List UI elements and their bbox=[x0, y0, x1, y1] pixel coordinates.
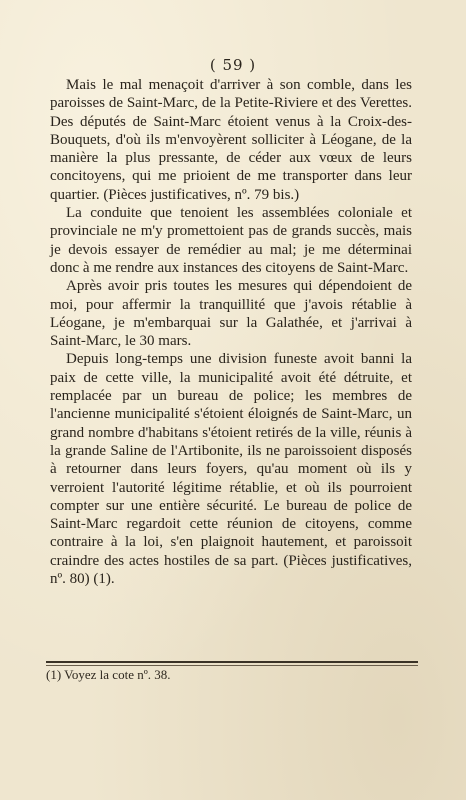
footnote-rule bbox=[46, 661, 418, 663]
paragraph-2: La conduite que tenoient les assemblées coloniale et provinciale ne m'y promettoient pas de grands succès, mais je devois essayer de remédier au mal; je me déterminai donc à me rendre aux instances des citoyens de Saint-Marc. bbox=[50, 205, 412, 276]
page-number: ( 59 ) bbox=[209, 56, 257, 74]
paragraph-1: Mais le mal menaçoit d'arriver à son comble, dans les paroisses de Saint-Marc, de la Petite-Riviere et des Verettes. Des députés de Saint-Marc étoient venus à la Croix-des-Bouquets, d'où ils m'envoyèrent solliciter à Léogane, de la manière la plus pressante, de céder aux vœux de leurs concitoyens, qui me prioient de me transporter dans leur quartier. (Pièces justificatives, nº. 79 bis.) bbox=[50, 77, 412, 203]
footnote: (1) Voyez la cote nº. 38. bbox=[46, 667, 171, 682]
paragraph-4: Depuis long-temps une division funeste avoit banni la paix de cette ville, la municipalité avoit été détruite, et remplacée par un bureau de police; les membres de l'ancienne municipalité s'étoient éloignés de Saint-Marc, un grand nombre d'habitans s'étoient retirés de la ville, réunis à la grande Saline de l'Artibonite, ils ne paroissoient disposés à retourner dans leurs foyers, qu'au moment où ils y verroient l'autorité légitime rétablie, et où ils pourroient compter sur une entière sécurité. Le bureau de police de Saint-Marc regardoit cette réunion de citoyens, comme contraire à la loi, s'en plaignoit hautement, et paroissoit craindre des actes hostiles de sa part. (Pièces justificatives, nº. 80) (1). bbox=[50, 351, 412, 588]
footnote-rule-thin bbox=[46, 665, 418, 666]
body-text bbox=[50, 76, 412, 588]
paragraph-3: Après avoir pris toutes les mesures qui dépendoient de moi, pour affermir la tranquillité que j'avois rétablie à Léogane, je m'embarquai sur la Galathée, et j'arrivai à Saint-Marc, le 30 mars. bbox=[50, 278, 412, 350]
